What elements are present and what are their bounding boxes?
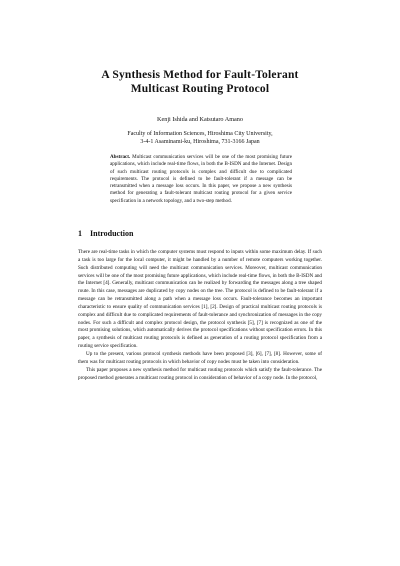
section-heading bbox=[78, 229, 133, 239]
section-title: Introduction bbox=[90, 229, 134, 238]
affiliation-line-2: 3-4-1 Asaminami-ku, Hiroshima, 731-3166 Japan bbox=[140, 139, 260, 145]
paper-title bbox=[60, 68, 340, 96]
abstract-label: Abstract. bbox=[110, 154, 131, 160]
body-paragraph: This paper proposes a new synthesis method for multicast routing protocols which satisfy the fault-tolerance. The proposed method generates a multicast routing protocol in consideration of behavior of a copy node. In the protocol, bbox=[78, 366, 322, 381]
body-paragraph: There are real-time tasks in which the computer systems must respond to inputs within some maximum delay. If such a task is too large for the local computer, it might be handled by a number of remote computers working together. Such distributed computing will need the multicast communication services. Moreover, multicast communication services will be one of the most promising future applications, which include real-time flows, in both the B-ISDN and the Internet [4]. Generally, multicast communication can be realized by forwarding the messages along a tree shaped route. In this case, messages are duplicated by copy nodes on the tree. The protocol is defined to be fault-tolerant if a message can be retransmitted along a path when a message loss occurs. Fault-tolerance becomes an important characteristic to ensure quality of communication services [1], [2]. Design of practical multicast routing protocols is complex and difficult due to complicated requirements of fault-tolerance and synchronization of messages in the copy nodes. For such a difficult and complex protocol design, the protocol synthesis [5], [7] is recognized as one of the most promising solutions, which automatically derives the protocol specifications without specification errors. In this paper, a synthesis of multicast routing protocols is defined as generation of a routing protocol specification from a routing service specification. bbox=[78, 249, 322, 350]
body-text bbox=[78, 249, 322, 382]
affiliation bbox=[60, 130, 340, 146]
abstract-text: Multicast communication services will be one of the most promising future applications, which include real-time flows, in both the B-ISDN and the Internet. Design of such multicast routing protocols is complex and difficult due to complicated requirements. The protocol is defined to be fault-tolerant if a message can be retransmitted when a message loss occurs. In this paper, we propose a new synthesis method for generating a fault-tolerant multicast routing protocol for a given service specification in a network topology, and a two-step method. bbox=[110, 154, 292, 204]
affiliation-line-1: Faculty of Information Sciences, Hiroshima City University, bbox=[127, 131, 273, 137]
abstract bbox=[110, 154, 292, 205]
body-paragraph: Up to the present, various protocol synthesis methods have been proposed [3], [6], [7], [8]. However, some of them was for multicast routing protocols in which behavior of copy nodes must be taken into consideration. bbox=[78, 350, 322, 365]
title-line-1: A Synthesis Method for Fault-Tolerant bbox=[101, 69, 299, 81]
section-number: 1 bbox=[78, 229, 82, 238]
author-names: Kenji Ishida and Katsutaro Amano bbox=[157, 116, 243, 123]
title-line-2: Multicast Routing Protocol bbox=[130, 83, 270, 95]
